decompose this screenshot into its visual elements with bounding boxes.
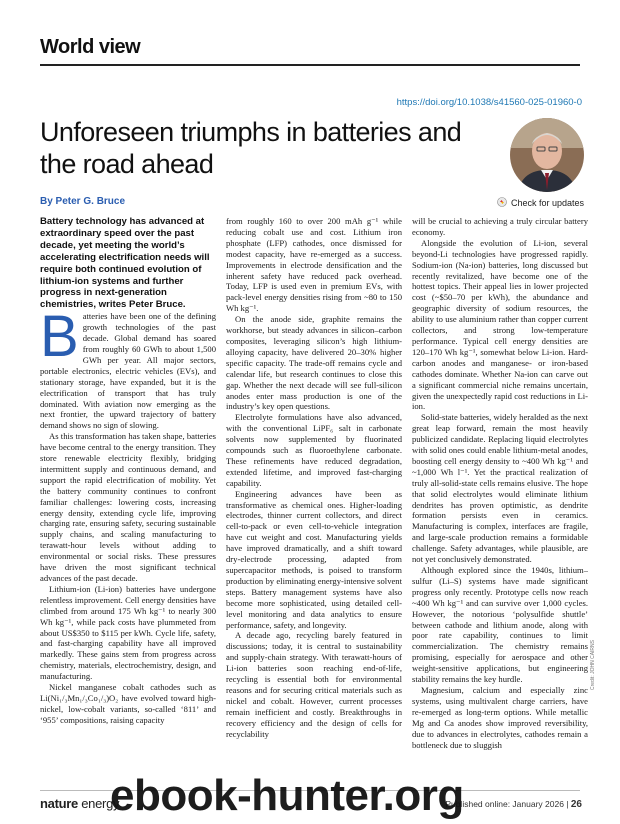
paragraph: Engineering advances have been as transformative as chemical ones. Higher-loading electrodes, thinner current collectors, and direct cell-to-pack or even cell-to-vehicle integration have cut weight and cost. Manufacturing yields have improved dramatically, and a shift toward dry-electrode processing, adapted from supercapacitor methods, is poised to transform production by eliminating energy-intensive solvent steps. Battery management systems have also become more sophisticated, using detailed cell-level monitoring and data analytics to ensure performance, safety, and longevity. — [226, 488, 402, 630]
paragraph — [40, 304, 216, 431]
watermark: ebook-hunter.org — [110, 771, 464, 820]
paragraph: Alongside the evolution of Li-ion, several beyond-Li technologies have progressed rapidly. Sodium-ion (Na-ion) batteries, long discussed but recently revitalized, have become one of the hottest topics. Their appeal lies in lower projected cost (~$50–70 per kWh), the abundance and geographic diversity of sodium resources, the ability to use aluminium rather than copper current collectors, and strong low-temperature performance. Typical cell energy densities are 120–170 Wh kg⁻¹, somewhat below Li-ion. Hard-carbon anodes and manganese- or iron-based cathodes dominate. Whether Na-ion can carve out a significant commercial niche remains uncertain, given the unexpectedly rapid cost reductions in Li-ion. — [412, 237, 588, 412]
footer-rule — [40, 790, 580, 791]
column-1 — [40, 216, 216, 796]
article-title: Unforeseen triumphs in batteries and the road ahead — [40, 117, 462, 179]
paragraph: On the anode side, graphite remains the workhorse, but steady advances in silicon–carbon composites, leveraging silicon’s high lithium-alloying capacity, have delivered 20–30% higher specific capacity. The trade-off remains cycle and calendar life, but research continues to close this gap. Whether the next decade will see full-silicon anodes enter mass production is one of the industry’s key open questions. — [226, 314, 402, 412]
paragraph: Solid-state batteries, widely heralded as the next great leap forward, remain the most heavily publicized candidate. Replacing liquid electrolytes with solid ones could enable lithium-metal anodes, boosting cell energy density to ~400 Wh kg⁻¹ and ~1,000 Wh l⁻¹. Yet the practical realization of truly all-solid-state cells remains elusive. The hope that solid electrolytes would eliminate lithium dendrites has proven optimistic, as dendrite formation persists even in ceramics. Manufacturing is complex, interfaces are fragile, and large-scale production remains a formidable challenge. Safety advantages, while plausible, are not yet conclusively demonstrated. — [412, 412, 588, 565]
page-number: 26 — [570, 799, 582, 810]
paragraph: Lithium-ion (Li-ion) batteries have undergone relentless improvement. Cell energy densities have climbed from around 175 Wh kg⁻¹ to nearly 300 Wh kg⁻¹, while pack costs have plummeted from about US$350 to $115 per kWh. Cycle life, safety, and fast-charging capability have all improved markedly. These gains stem from progress across chemistry, materials, electrochemistry, design, and manufacturing. — [40, 583, 216, 682]
update-badge-icon — [497, 197, 507, 209]
paragraph: Although explored since the 1940s, lithium–sulfur (Li–S) systems have made significant progress only recently. Prototype cells now reach ~400 Wh kg⁻¹ and can survive over 1,000 cycles. However, the notorious ‘polysulfide shuttle’ between cathode and lithium anode, along with poor rate capability, continues to limit commercialization. The chemistry remains promising, especially for aerospace and other weight-sensitive applications, but engineering stability remains the key hurdle. — [412, 565, 588, 685]
drop-cap: B — [40, 304, 79, 370]
paragraph: A decade ago, recycling barely featured in discussions; today, it is central to sustainability and supply-chain strategy. With terawatt-hours of Li-ion batteries soon reaching end-of-life, recycling is essential both for environmental reasons and for securing critical materials such as nickel and cobalt. However, current processes remain inefficient and costly. Breakthroughs in recovery efficiency and the design of cells for recyclability — [226, 630, 402, 739]
byline: By Peter G. Bruce — [40, 196, 126, 207]
paragraph: Nickel manganese cobalt cathodes such as Li(Ni₁/₃Mn₁/₃Co₁/₃)O₂ have evolved toward high-nickel, low-cobalt variants, so-called ‘811’ and ‘955’ compositions, raising capacity — [40, 682, 216, 725]
column-2 — [226, 216, 402, 796]
journal-name — [40, 796, 119, 811]
paragraph: Magnesium, calcium and especially zinc systems, using multivalent charge carriers, have re-emerged as long-term options. While metallic Mg and Ca anodes show improved reversibility, due to advances in electrolytes, cathodes remain a bottleneck due to sluggish — [412, 684, 588, 750]
page-info: Published online: January 2026 | 26 — [445, 799, 582, 810]
doi-link[interactable]: https://doi.org/10.1038/s41560-025-01960-0 — [396, 97, 582, 108]
photo-credit: Credit: JOHN CAIRNS — [590, 640, 596, 691]
paragraph: will be crucial to achieving a truly circular battery economy. — [412, 216, 588, 237]
section-title: World view — [40, 36, 141, 58]
journal-name-b: energy — [77, 796, 120, 811]
check-updates-button[interactable] — [497, 197, 584, 209]
journal-name-a: nature — [40, 796, 78, 811]
paragraph: Electrolyte formulations have also advanced, with the conventional LiPF₆ salt in carbonate solvents now supplemented by fluorinated compounds such as fluoroethylene carbonate. These refinements have reduced degradation, extended lifetime, and improved fast-charging capability. — [226, 412, 402, 488]
standfirst: Battery technology has advanced at extraordinary speed over the past decade, yet meeting the world’s accelerating electrification needs will require both continued evolution of lithium-ion systems and further progress in next-generation chemistries, writes Peter Bruce. — [40, 216, 210, 311]
check-updates-label: Check for updates — [510, 198, 584, 208]
paragraph: As this transformation has taken shape, batteries have become central to the energy transition. They store renewable electricity flexibly, bridging intermittent supply and continuous demand, and support the rapid electrification of mobility. Yet the battery community continues to confront familiar challenges: lowering costs, increasing energy density, extending cycle life, improving charging rate, ensuring safety, securing sustainable supply chains, and scaling manufacturing to terawatt-hour levels without adding to environmental or social risks. These pressures have driven the most significant technical advances of the past decade. — [40, 431, 216, 583]
column-3 — [412, 216, 588, 796]
header-rule — [40, 64, 580, 66]
author-portrait — [510, 118, 584, 192]
paragraph-text: atteries have been one of the defining growth technologies of the past decade. Global demand has soared from roughly 60 GWh to about 1,500 GWh per year. All major sectors, portable electronics, electric vehicles (EVs), and stationary storage, have expanded, but it is the electrification of transport that has truly dominated. With aviation now emerging as the next frontier, the upward trajectory of battery demand shows no sign of slowing. — [40, 311, 216, 431]
publication-date: Published online: January 2026 — [445, 799, 564, 809]
paragraph: from roughly 160 to over 200 mAh g⁻¹ while reducing cobalt use and cost. Lithium iron phosphate (LFP) cathodes, once dismissed for modest capacity, have re-emerged as a success. Improvements in electrode densification and the inherent safety have reduced pack overhead. Today, LFP is used even in premium EVs, with pack-level energy densities rising from ~80 to 150 Wh kg⁻¹. — [226, 216, 402, 314]
